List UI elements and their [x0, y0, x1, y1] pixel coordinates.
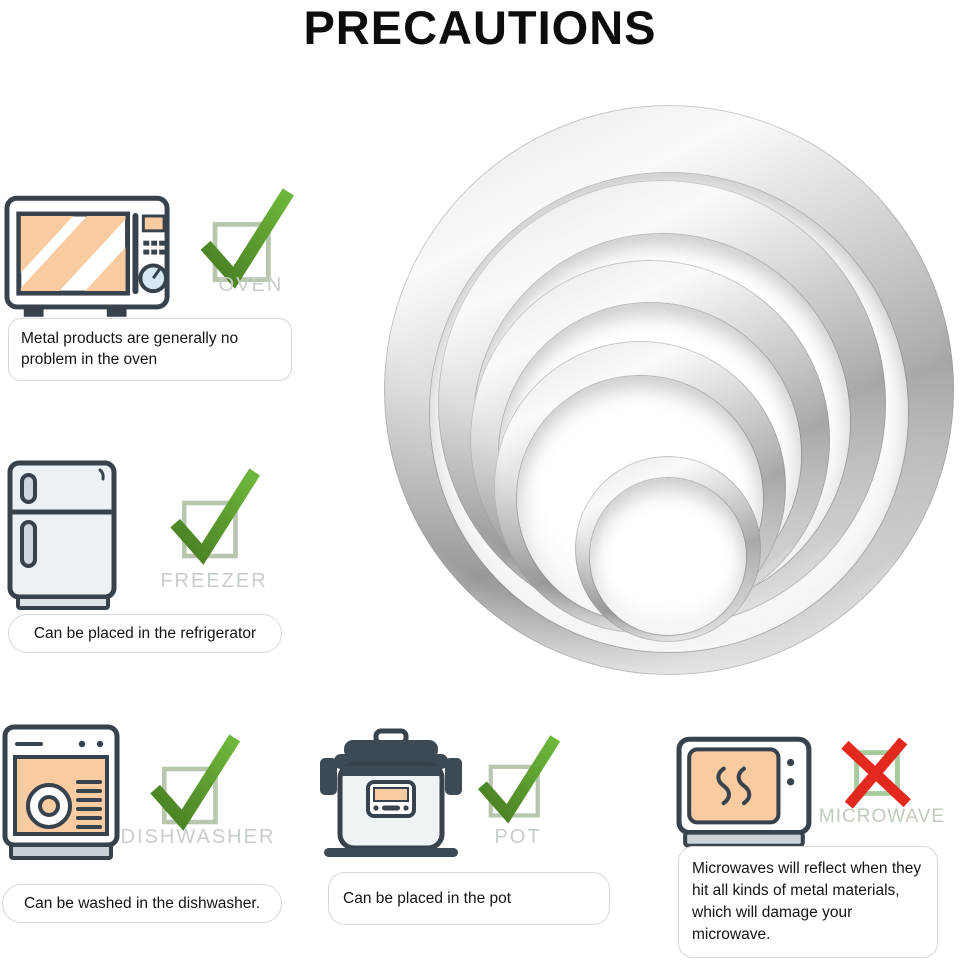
- section-label-microwave: MICROWAVE: [818, 806, 946, 827]
- section-label-oven: OVEN: [218, 274, 284, 296]
- section-label-dishwasher: DISHWASHER: [120, 826, 276, 848]
- refrigerator-icon: [4, 460, 122, 612]
- info-text-dishwasher: Can be washed in the dishwasher.: [2, 884, 282, 923]
- oven-icon: [4, 194, 172, 323]
- microwave-icon: [676, 736, 818, 852]
- checkmark-icon: [474, 733, 562, 830]
- info-text-freezer: Can be placed in the refrigerator: [8, 614, 282, 653]
- section-label-pot: POT: [494, 826, 542, 848]
- checkmark-icon: [146, 732, 242, 838]
- pot-icon: [316, 728, 466, 862]
- section-label-freezer: FREEZER: [160, 570, 268, 592]
- page-title: PRECAUTIONS: [303, 1, 657, 54]
- cake-pan-floor: [590, 478, 746, 634]
- cake-pans-image: [382, 102, 958, 680]
- dishwasher-icon: [2, 724, 124, 866]
- cross-icon: [838, 738, 916, 810]
- cake-pan-smallest: [575, 456, 761, 642]
- info-text-oven: Metal products are generally no problem in the oven: [8, 318, 292, 381]
- checkmark-icon: [166, 466, 262, 572]
- info-text-pot: Can be placed in the pot: [328, 872, 610, 925]
- info-text-microwave: Microwaves will reflect when they hit all kinds of metal materials, which will damage your microwave.: [678, 846, 938, 958]
